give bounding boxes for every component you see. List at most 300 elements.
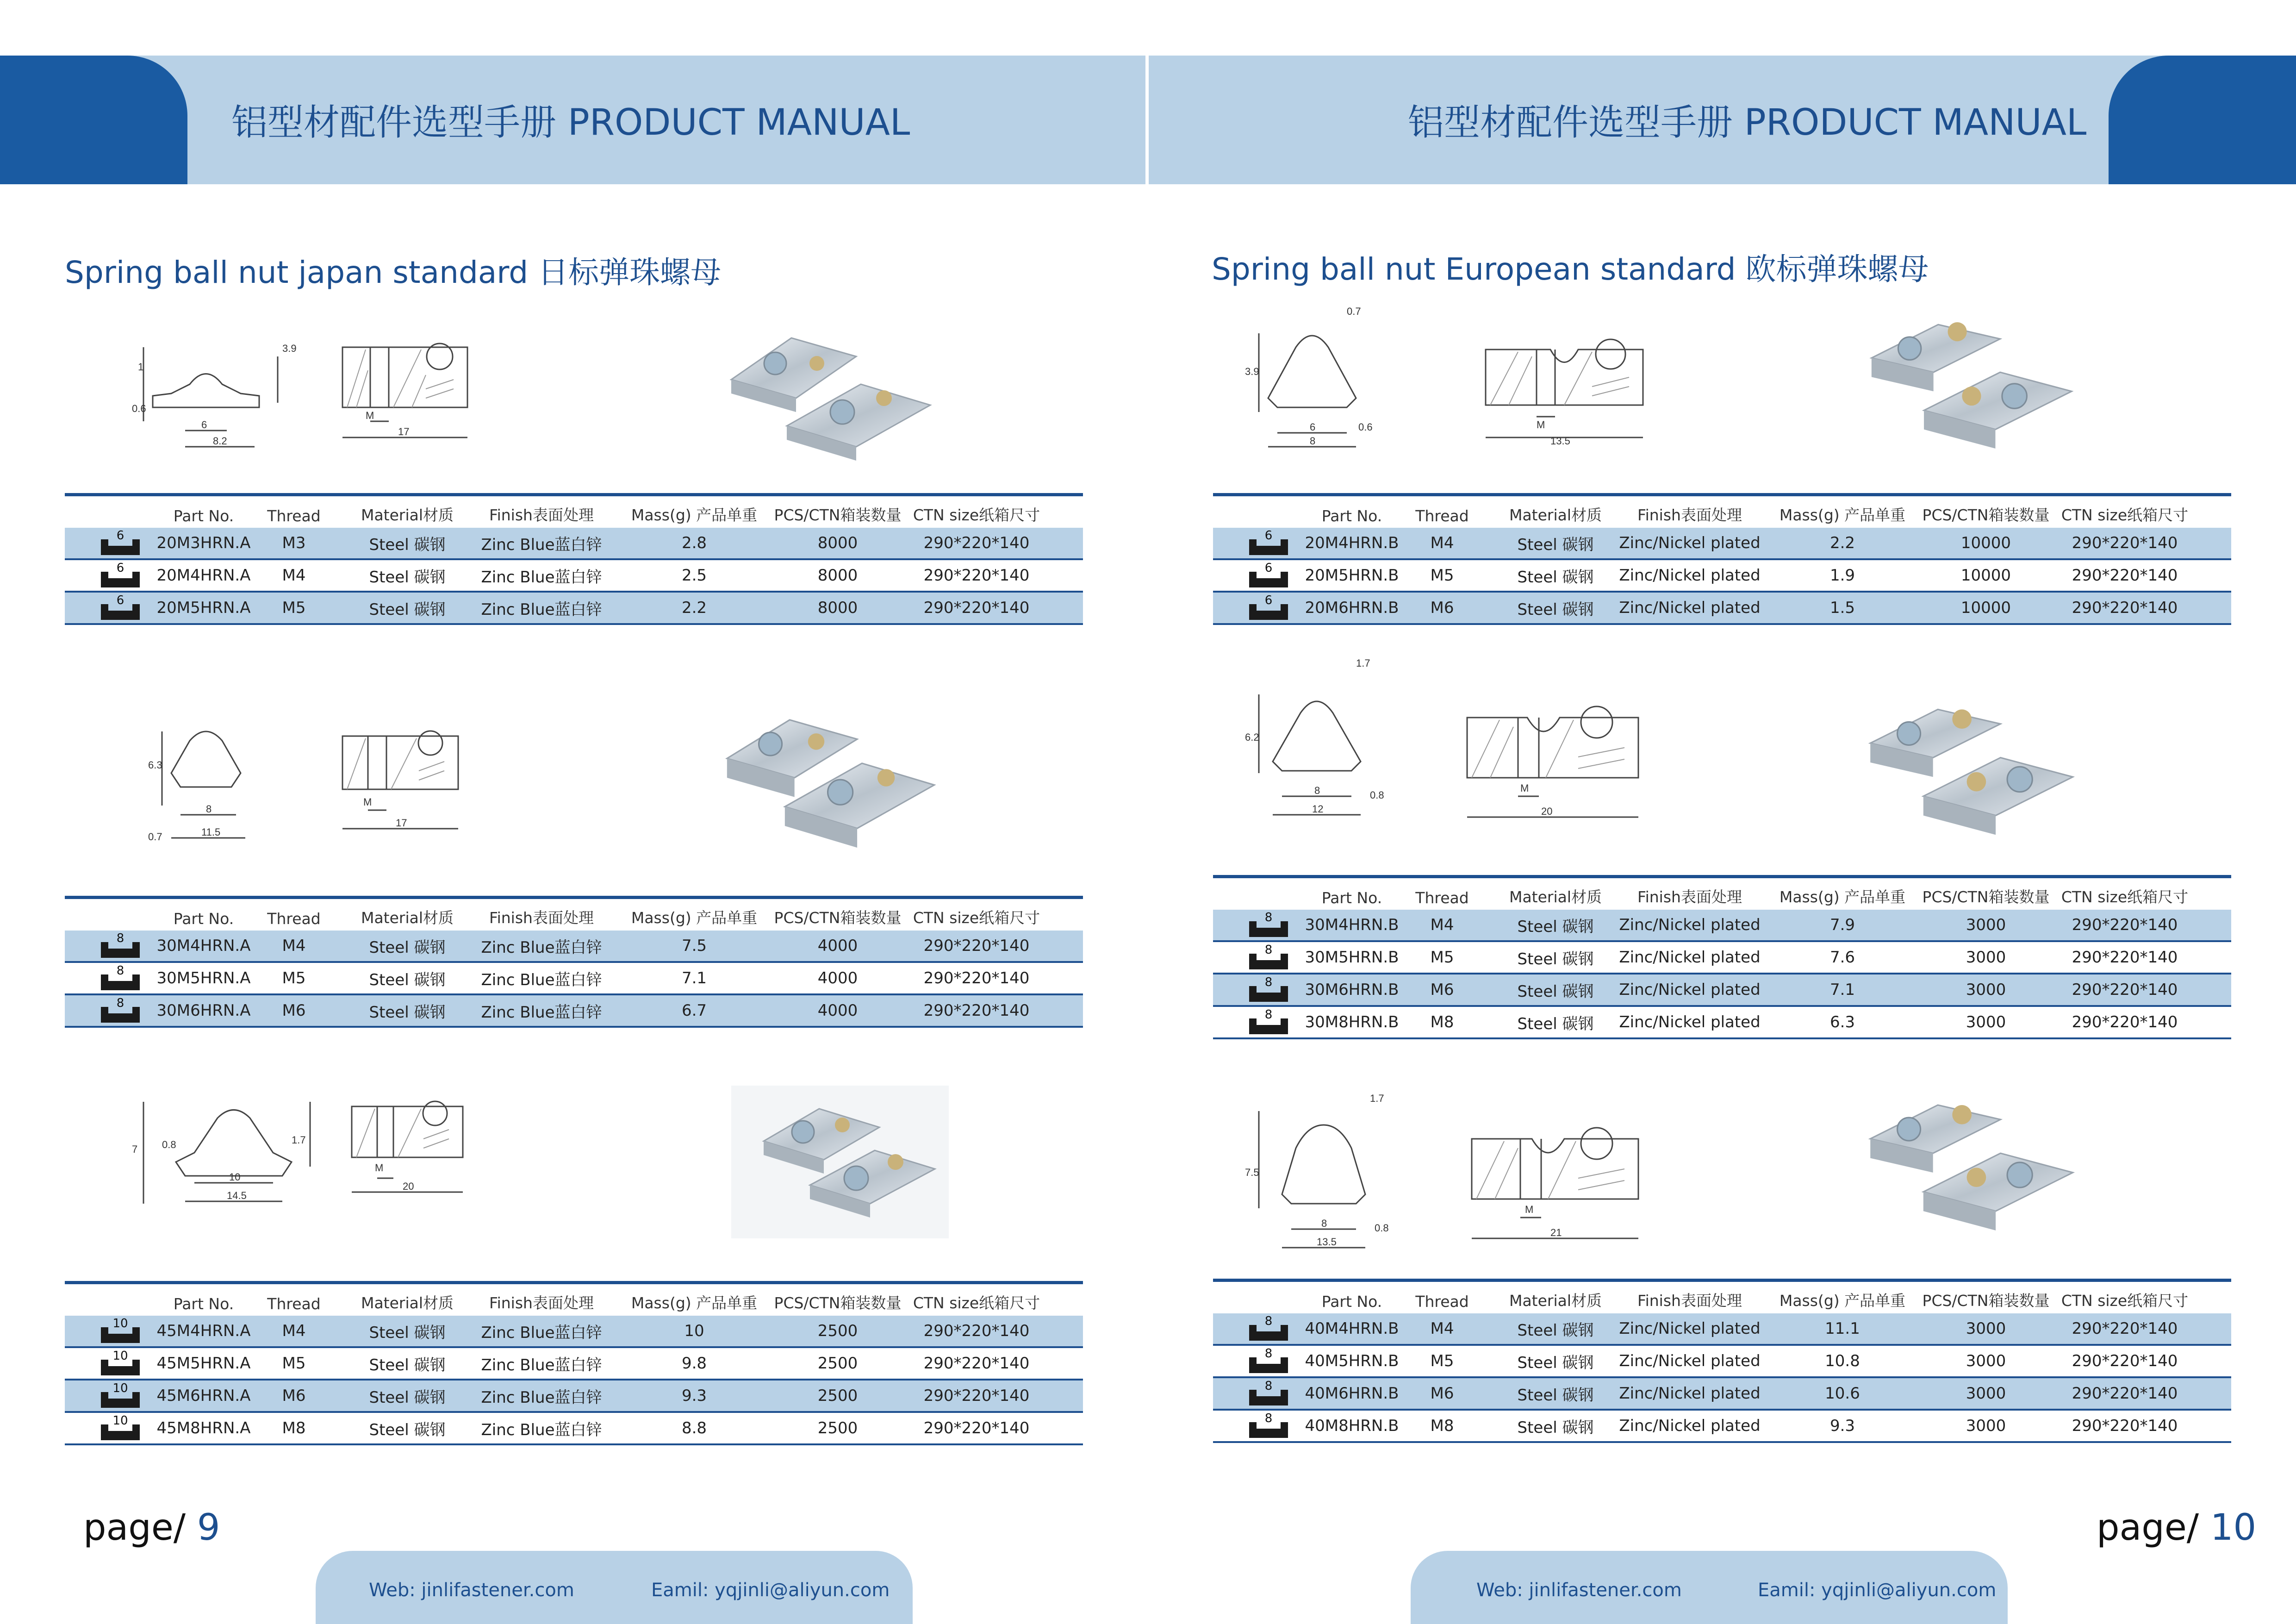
cell-material: Steel 碳钢 xyxy=(369,1355,446,1374)
header-band-left xyxy=(0,56,1145,184)
table-row xyxy=(1213,1007,2231,1039)
slot-size-label: 6 xyxy=(1264,562,1273,575)
dim-label: M xyxy=(1537,419,1545,431)
cell-material: Steel 碳钢 xyxy=(1517,1321,1594,1340)
column-header-pcs-per-carton: PCS/CTN箱装数量 xyxy=(774,506,902,524)
slot-profile-icon xyxy=(1246,943,1291,971)
slot-profile-icon xyxy=(98,964,143,992)
cell-finish: Zinc/Nickel plated xyxy=(1619,1384,1761,1403)
cell-mass: 8.8 xyxy=(681,1419,707,1437)
cell-finish: Zinc Blue蓝白锌 xyxy=(481,568,602,587)
slot-profile-icon xyxy=(1246,562,1291,589)
slot-size-label: 10 xyxy=(112,1317,128,1330)
table-row xyxy=(65,995,1083,1028)
slot-profile-icon xyxy=(1246,529,1291,557)
table-row xyxy=(65,1413,1083,1445)
slot-size-label: 10 xyxy=(112,1414,128,1428)
cell-thread: M6 xyxy=(1430,599,1454,617)
dim-label: 17 xyxy=(398,426,410,437)
dim-label: 1.7 xyxy=(1356,657,1370,669)
slot-icon-cell xyxy=(1241,593,1296,623)
dim-label: 8 xyxy=(1314,785,1320,796)
cell-material: Steel 碳钢 xyxy=(1517,568,1594,587)
cell-carton-size: 290*220*140 xyxy=(2072,916,2178,934)
dim-label: M xyxy=(366,410,374,421)
column-header-material: Material材质 xyxy=(1509,888,1602,906)
cell-carton-size: 290*220*140 xyxy=(2072,1319,2178,1338)
header-corner-right xyxy=(2109,56,2296,184)
table-row xyxy=(65,1348,1083,1380)
cell-material: Steel 碳钢 xyxy=(369,600,446,619)
product-photo-20-euro xyxy=(1856,306,2087,468)
cell-carton-size: 290*220*140 xyxy=(2072,1417,2178,1435)
column-header-material: Material材质 xyxy=(361,909,454,927)
column-header-carton-size: CTN size纸箱尺寸 xyxy=(2061,506,2189,524)
technical-drawing-20-euro xyxy=(1240,306,1657,454)
cell-mass: 2.2 xyxy=(681,599,707,617)
cell-carton-size: 290*220*140 xyxy=(923,937,1030,955)
column-header-finish: Finish表面处理 xyxy=(489,909,594,927)
dim-label: 13.5 xyxy=(1550,435,1570,447)
cell-material: Steel 碳钢 xyxy=(369,938,446,957)
cell-pcs-per-carton: 2500 xyxy=(817,1322,858,1340)
slot-icon-cell xyxy=(93,1348,148,1379)
cell-part-no: 20M5HRN.A xyxy=(156,599,251,617)
slot-size-label: 8 xyxy=(1264,1412,1273,1425)
slot-icon-cell xyxy=(1241,1313,1296,1344)
table-row xyxy=(1213,910,2231,942)
slot-icon-cell xyxy=(93,1413,148,1443)
column-header-thread: Thread xyxy=(1415,507,1469,525)
table-row xyxy=(1213,1346,2231,1378)
dim-label: 0.7 xyxy=(1347,306,1361,317)
table-top-rule xyxy=(65,1281,1083,1284)
cell-carton-size: 290*220*140 xyxy=(2072,534,2178,552)
cell-part-no: 40M4HRN.B xyxy=(1305,1319,1399,1338)
slot-icon-cell xyxy=(93,1316,148,1346)
table-top-rule xyxy=(1213,1279,2231,1282)
cell-part-no: 40M6HRN.B xyxy=(1305,1384,1399,1403)
slot-icon-cell xyxy=(1241,1378,1296,1409)
cell-finish: Zinc/Nickel plated xyxy=(1619,981,1761,999)
column-header-part-no: Part No. xyxy=(1321,889,1382,907)
cell-part-no: 45M4HRN.A xyxy=(156,1322,251,1340)
slot-profile-icon xyxy=(98,1317,143,1345)
cell-pcs-per-carton: 10000 xyxy=(1960,566,2011,585)
spec-table-30-euro xyxy=(1213,875,2231,1039)
table-row xyxy=(1213,593,2231,625)
dim-label: 6.3 xyxy=(148,759,162,771)
dim-label: 7 xyxy=(132,1143,138,1155)
cell-pcs-per-carton: 4000 xyxy=(817,937,858,955)
slot-icon-cell xyxy=(93,995,148,1026)
cell-mass: 10.8 xyxy=(1825,1352,1860,1370)
column-header-part-no: Part No. xyxy=(173,1295,234,1313)
cell-mass: 7.1 xyxy=(681,969,707,987)
cell-mass: 7.9 xyxy=(1829,916,1855,934)
cell-finish: Zinc Blue蓝白锌 xyxy=(481,938,602,957)
cell-pcs-per-carton: 4000 xyxy=(817,969,858,987)
cell-part-no: 20M6HRN.B xyxy=(1305,599,1399,617)
slot-profile-icon xyxy=(1246,1008,1291,1036)
dim-label: 1 xyxy=(138,361,144,373)
cell-pcs-per-carton: 3000 xyxy=(1966,916,2006,934)
cell-finish: Zinc/Nickel plated xyxy=(1619,534,1761,552)
footer-web-link[interactable]: Web: jinlifastener.com xyxy=(369,1580,574,1601)
slot-profile-icon xyxy=(98,1349,143,1377)
dim-label: 14.5 xyxy=(227,1190,247,1201)
cell-mass: 7.6 xyxy=(1829,948,1855,967)
column-header-thread: Thread xyxy=(267,507,321,525)
table-row xyxy=(1213,974,2231,1007)
cell-finish: Zinc Blue蓝白锌 xyxy=(481,535,602,554)
cell-finish: Zinc/Nickel plated xyxy=(1619,566,1761,585)
cell-pcs-per-carton: 4000 xyxy=(817,1001,858,1020)
table-header-row xyxy=(65,1284,1083,1316)
column-header-thread: Thread xyxy=(1415,1293,1469,1311)
cell-mass: 9.3 xyxy=(681,1387,707,1405)
column-header-carton-size: CTN size纸箱尺寸 xyxy=(2061,888,2189,906)
dim-label: 20 xyxy=(1541,806,1553,817)
cell-finish: Zinc/Nickel plated xyxy=(1619,599,1761,617)
slot-size-label: 8 xyxy=(116,997,124,1010)
slot-size-label: 8 xyxy=(116,964,124,978)
cell-carton-size: 290*220*140 xyxy=(2072,948,2178,967)
cell-thread: M8 xyxy=(1430,1013,1454,1031)
dim-label: 17 xyxy=(396,817,407,829)
cell-thread: M5 xyxy=(282,599,306,617)
cell-carton-size: 290*220*140 xyxy=(923,566,1030,585)
dim-label: 8 xyxy=(206,803,212,815)
cell-material: Steel 碳钢 xyxy=(369,1420,446,1439)
header-corner-left xyxy=(0,56,187,184)
column-header-carton-size: CTN size纸箱尺寸 xyxy=(913,909,1040,927)
cell-thread: M4 xyxy=(1430,1319,1454,1338)
section-title-left: Spring ball nut japan standard 日标弹珠螺母 xyxy=(65,255,722,290)
table-row xyxy=(65,963,1083,995)
cell-mass: 7.5 xyxy=(681,937,707,955)
table-row xyxy=(1213,942,2231,974)
cell-part-no: 30M6HRN.B xyxy=(1305,981,1399,999)
cell-part-no: 40M5HRN.B xyxy=(1305,1352,1399,1370)
footer-email-link[interactable]: Eamil: yqjinli@aliyun.com xyxy=(1758,1580,1997,1601)
dim-label: 1.7 xyxy=(292,1134,306,1146)
cell-mass: 6.7 xyxy=(681,1001,707,1020)
technical-drawing-20-japan xyxy=(125,338,477,458)
column-header-material: Material材质 xyxy=(361,506,454,524)
column-header-carton-size: CTN size纸箱尺寸 xyxy=(913,1294,1040,1312)
dim-label: 13.5 xyxy=(1317,1236,1337,1248)
cell-finish: Zinc Blue蓝白锌 xyxy=(481,1323,602,1342)
cell-material: Steel 碳钢 xyxy=(369,1388,446,1407)
dim-label: 8 xyxy=(1321,1218,1327,1229)
cell-part-no: 30M5HRN.A xyxy=(156,969,251,987)
cell-thread: M5 xyxy=(1430,948,1454,967)
slot-profile-icon xyxy=(1246,1412,1291,1440)
cell-pcs-per-carton: 2500 xyxy=(817,1354,858,1373)
page-number-value: 9 xyxy=(197,1507,220,1549)
cell-pcs-per-carton: 8000 xyxy=(817,534,858,552)
dim-label: 3.9 xyxy=(282,343,297,354)
technical-drawing-30-euro xyxy=(1240,657,1657,824)
cell-carton-size: 290*220*140 xyxy=(2072,1013,2178,1031)
dim-label: M xyxy=(1525,1204,1534,1215)
column-header-pcs-per-carton: PCS/CTN箱装数量 xyxy=(774,909,902,927)
cell-part-no: 20M3HRN.A xyxy=(156,534,251,552)
cell-mass: 1.9 xyxy=(1829,566,1855,585)
slot-size-label: 8 xyxy=(1264,1347,1273,1361)
cell-finish: Zinc/Nickel plated xyxy=(1619,1352,1761,1370)
dim-label: 11.5 xyxy=(201,826,221,838)
column-header-mass: Mass(g) 产品单重 xyxy=(1779,1292,1906,1310)
slot-profile-icon xyxy=(1246,594,1291,622)
product-photo-40-euro xyxy=(1856,1086,2087,1252)
column-header-part-no: Part No. xyxy=(1321,507,1382,525)
cell-material: Steel 碳钢 xyxy=(369,1003,446,1022)
column-header-part-no: Part No. xyxy=(173,910,234,928)
cell-pcs-per-carton: 3000 xyxy=(1966,1352,2006,1370)
technical-drawing-40-euro xyxy=(1240,1093,1657,1259)
cell-part-no: 45M8HRN.A xyxy=(156,1419,251,1437)
cell-finish: Zinc/Nickel plated xyxy=(1619,948,1761,967)
cell-carton-size: 290*220*140 xyxy=(923,969,1030,987)
cell-carton-size: 290*220*140 xyxy=(2072,1384,2178,1403)
cell-material: Steel 碳钢 xyxy=(1517,1418,1594,1437)
column-header-thread: Thread xyxy=(267,910,321,928)
table-row xyxy=(65,1380,1083,1413)
table-row xyxy=(65,560,1083,593)
slot-profile-icon xyxy=(98,594,143,622)
spec-table-20-euro xyxy=(1213,493,2231,625)
cell-material: Steel 碳钢 xyxy=(1517,1014,1594,1033)
table-row xyxy=(1213,560,2231,593)
dim-label: 12 xyxy=(1312,803,1324,815)
table-top-rule xyxy=(65,896,1083,899)
slot-icon-cell xyxy=(93,963,148,993)
cell-finish: Zinc Blue蓝白锌 xyxy=(481,1388,602,1407)
column-header-pcs-per-carton: PCS/CTN箱装数量 xyxy=(1922,888,2050,906)
dim-label: 6 xyxy=(1310,421,1316,433)
cell-pcs-per-carton: 3000 xyxy=(1966,981,2006,999)
slot-profile-icon xyxy=(98,997,143,1024)
cell-carton-size: 290*220*140 xyxy=(923,1387,1030,1405)
slot-icon-cell xyxy=(1241,1007,1296,1037)
cell-thread: M6 xyxy=(1430,981,1454,999)
dim-label: 0.6 xyxy=(1358,421,1373,433)
cell-part-no: 20M5HRN.B xyxy=(1305,566,1399,585)
cell-carton-size: 290*220*140 xyxy=(2072,981,2178,999)
column-header-finish: Finish表面处理 xyxy=(1637,888,1742,906)
table-header-row xyxy=(65,899,1083,931)
cell-finish: Zinc Blue蓝白锌 xyxy=(481,1420,602,1439)
cell-part-no: 30M5HRN.B xyxy=(1305,948,1399,967)
cell-finish: Zinc/Nickel plated xyxy=(1619,1013,1761,1031)
technical-drawing-30-japan xyxy=(143,722,477,856)
cell-pcs-per-carton: 3000 xyxy=(1966,1013,2006,1031)
table-header-row xyxy=(1213,878,2231,910)
column-header-material: Material材质 xyxy=(1509,506,1602,524)
column-header-thread: Thread xyxy=(1415,889,1469,907)
footer-right xyxy=(1411,1551,2008,1624)
cell-pcs-per-carton: 3000 xyxy=(1966,1384,2006,1403)
cell-thread: M4 xyxy=(1430,916,1454,934)
cell-part-no: 45M5HRN.A xyxy=(156,1354,251,1373)
slot-icon-cell xyxy=(93,1380,148,1411)
cell-mass: 2.5 xyxy=(681,566,707,585)
cell-pcs-per-carton: 8000 xyxy=(817,599,858,617)
header-band-right xyxy=(1149,56,2296,184)
slot-size-label: 6 xyxy=(116,562,124,575)
cell-part-no: 45M6HRN.A xyxy=(156,1387,251,1405)
cell-thread: M5 xyxy=(1430,1352,1454,1370)
cell-carton-size: 290*220*140 xyxy=(923,1354,1030,1373)
slot-icon-cell xyxy=(93,931,148,961)
dim-label: 0.8 xyxy=(1375,1222,1389,1234)
dim-label: M xyxy=(1520,782,1529,794)
dim-label: 6 xyxy=(201,419,207,431)
footer-web-link[interactable]: Web: jinlifastener.com xyxy=(1476,1580,1682,1601)
dim-label: 6.2 xyxy=(1245,731,1259,743)
column-header-material: Material材质 xyxy=(1509,1292,1602,1310)
column-header-mass: Mass(g) 产品单重 xyxy=(631,909,758,927)
cell-material: Steel 碳钢 xyxy=(369,970,446,989)
cell-carton-size: 290*220*140 xyxy=(2072,599,2178,617)
table-row xyxy=(65,931,1083,963)
cell-mass: 2.2 xyxy=(1829,534,1855,552)
dim-label: 0.6 xyxy=(132,403,146,414)
dim-label: 10 xyxy=(229,1171,241,1183)
page-number-value: 10 xyxy=(2210,1507,2257,1549)
dim-label: 7.5 xyxy=(1245,1167,1259,1178)
table-top-rule xyxy=(1213,493,2231,496)
cell-finish: Zinc Blue蓝白锌 xyxy=(481,1003,602,1022)
column-header-finish: Finish表面处理 xyxy=(489,1294,594,1312)
cell-pcs-per-carton: 2500 xyxy=(817,1387,858,1405)
dim-label: 0.8 xyxy=(162,1139,176,1150)
column-header-thread: Thread xyxy=(267,1295,321,1313)
slot-size-label: 8 xyxy=(1264,943,1273,957)
cell-pcs-per-carton: 3000 xyxy=(1966,1319,2006,1338)
cell-thread: M4 xyxy=(282,937,306,955)
header-title-right: 铝型材配件选型手册 PRODUCT MANUAL xyxy=(1408,102,2087,144)
dim-label: 8 xyxy=(1310,435,1316,447)
slot-icon-cell xyxy=(1241,1411,1296,1441)
spec-table-45-japan xyxy=(65,1281,1083,1445)
slot-size-label: 8 xyxy=(1264,976,1273,989)
slot-profile-icon xyxy=(98,1414,143,1442)
cell-material: Steel 碳钢 xyxy=(369,535,446,554)
cell-thread: M8 xyxy=(1430,1417,1454,1435)
cell-material: Steel 碳钢 xyxy=(1517,917,1594,936)
slot-size-label: 10 xyxy=(112,1382,128,1395)
cell-mass: 9.8 xyxy=(681,1354,707,1373)
slot-size-label: 6 xyxy=(116,594,124,607)
cell-material: Steel 碳钢 xyxy=(1517,949,1594,968)
column-header-mass: Mass(g) 产品单重 xyxy=(1779,506,1906,524)
slot-icon-cell xyxy=(1241,942,1296,973)
cell-mass: 1.5 xyxy=(1829,599,1855,617)
cell-thread: M5 xyxy=(1430,566,1454,585)
slot-profile-icon xyxy=(1246,1315,1291,1343)
table-top-rule xyxy=(65,493,1083,496)
column-header-finish: Finish表面处理 xyxy=(1637,1292,1742,1310)
slot-profile-icon xyxy=(1246,1347,1291,1375)
cell-finish: Zinc Blue蓝白锌 xyxy=(481,600,602,619)
cell-thread: M4 xyxy=(1430,534,1454,552)
cell-material: Steel 碳钢 xyxy=(1517,535,1594,554)
cell-material: Steel 碳钢 xyxy=(1517,600,1594,619)
footer-left xyxy=(316,1551,913,1624)
dim-label: 20 xyxy=(403,1181,414,1192)
table-row xyxy=(65,593,1083,625)
cell-mass: 11.1 xyxy=(1825,1319,1860,1338)
cell-thread: M8 xyxy=(282,1419,306,1437)
cell-mass: 7.1 xyxy=(1829,981,1855,999)
slot-icon-cell xyxy=(1241,910,1296,940)
dim-label: 8.2 xyxy=(213,435,227,447)
cell-thread: M4 xyxy=(282,1322,306,1340)
cell-mass: 10.6 xyxy=(1825,1384,1860,1403)
slot-size-label: 8 xyxy=(1264,1008,1273,1022)
cell-carton-size: 290*220*140 xyxy=(923,534,1030,552)
spec-table-20-japan xyxy=(65,493,1083,625)
section-title-right: Spring ball nut European standard 欧标弹珠螺母 xyxy=(1212,251,1929,287)
slot-size-label: 8 xyxy=(1264,911,1273,924)
column-header-pcs-per-carton: PCS/CTN箱装数量 xyxy=(774,1294,902,1312)
dim-label: M xyxy=(363,796,372,808)
page-number-left xyxy=(83,1507,220,1549)
technical-drawing-45-japan xyxy=(125,1093,477,1213)
table-header-row xyxy=(65,496,1083,528)
column-header-mass: Mass(g) 产品单重 xyxy=(631,506,758,524)
cell-pcs-per-carton: 8000 xyxy=(817,566,858,585)
slot-profile-icon xyxy=(98,529,143,557)
slot-icon-cell xyxy=(1241,528,1296,558)
slot-size-label: 6 xyxy=(1264,529,1273,543)
cell-carton-size: 290*220*140 xyxy=(2072,1352,2178,1370)
product-photo-30-japan xyxy=(717,699,949,856)
dim-label: 0.8 xyxy=(1370,789,1384,801)
cell-pcs-per-carton: 10000 xyxy=(1960,599,2011,617)
cell-part-no: 40M8HRN.B xyxy=(1305,1417,1399,1435)
cell-part-no: 30M8HRN.B xyxy=(1305,1013,1399,1031)
cell-pcs-per-carton: 10000 xyxy=(1960,534,2011,552)
slot-size-label: 8 xyxy=(1264,1315,1273,1328)
column-header-carton-size: CTN size纸箱尺寸 xyxy=(2061,1292,2189,1310)
slot-icon-cell xyxy=(1241,974,1296,1005)
header-title-left: 铝型材配件选型手册 PRODUCT MANUAL xyxy=(231,102,910,144)
slot-profile-icon xyxy=(98,562,143,589)
slot-profile-icon xyxy=(1246,1380,1291,1407)
cell-thread: M6 xyxy=(282,1001,306,1020)
dim-label: 1.7 xyxy=(1370,1093,1384,1104)
table-row xyxy=(1213,1313,2231,1346)
slot-icon-cell xyxy=(93,593,148,623)
page-number-right xyxy=(2097,1507,2256,1549)
cell-mass: 9.3 xyxy=(1829,1417,1855,1435)
slot-profile-icon xyxy=(98,932,143,960)
table-top-rule xyxy=(1213,875,2231,878)
column-header-mass: Mass(g) 产品单重 xyxy=(1779,888,1906,906)
product-photo-30-euro xyxy=(1856,685,2087,852)
cell-finish: Zinc/Nickel plated xyxy=(1619,1319,1761,1338)
cell-pcs-per-carton: 3000 xyxy=(1966,1417,2006,1435)
slot-profile-icon xyxy=(98,1382,143,1410)
cell-part-no: 30M6HRN.A xyxy=(156,1001,251,1020)
table-row xyxy=(1213,528,2231,560)
page-label: page/ xyxy=(2097,1507,2199,1549)
footer-email-link[interactable]: Eamil: yqjinli@aliyun.com xyxy=(651,1580,890,1601)
